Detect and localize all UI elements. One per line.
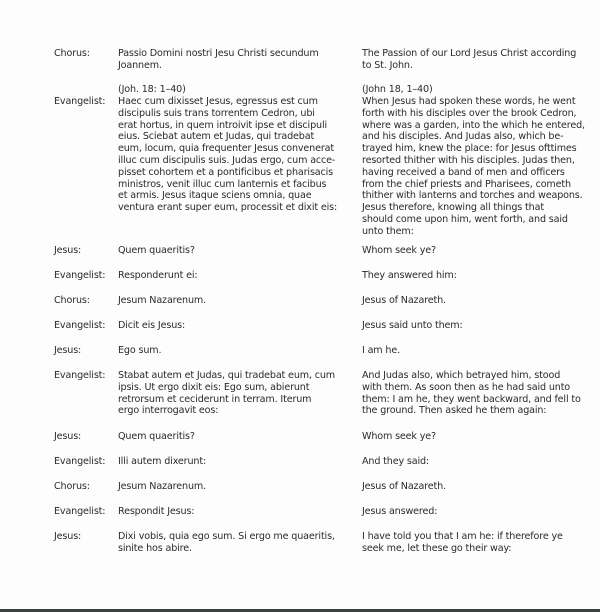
speaker-label: Jesus:: [54, 431, 82, 442]
speaker-label: Chorus:: [54, 481, 90, 492]
latin-text: Dixi vobis, quia ego sum. Si ergo me quaeritis, sinite hos abire.: [118, 531, 335, 554]
latin-text: Illi autem dixerunt:: [118, 456, 207, 467]
english-text: Jesus of Nazareth.: [362, 295, 446, 306]
speaker-label: Evangelist:: [54, 506, 106, 517]
speaker-label: Chorus:: [54, 295, 90, 306]
speaker-label: Evangelist:: [54, 370, 106, 381]
speaker-label: Jesus:: [54, 531, 82, 542]
latin-text: Ego sum.: [118, 345, 162, 356]
speaker-label: Evangelist:: [54, 96, 106, 107]
english-text: And they said:: [362, 456, 430, 467]
english-text: Whom seek ye?: [362, 431, 436, 442]
speaker-label: Evangelist:: [54, 320, 106, 331]
english-text: The Passion of our Lord Jesus Christ according to St. John.: [362, 48, 577, 71]
english-text: Whom seek ye?: [362, 245, 436, 256]
latin-text: Dicit eis Jesus:: [118, 320, 186, 331]
latin-text: Quem quaeritis?: [118, 431, 195, 442]
speaker-label: Evangelist:: [54, 456, 106, 467]
latin-text: Responderunt ei:: [118, 270, 198, 281]
latin-text: Passio Domini nostri Jesu Christi secundum Joannem.: [118, 48, 319, 71]
latin-text: Stabat autem et Judas, qui tradebat eum, cum ipsis. Ut ergo dixit eis: Ego sum, abierunt retrorsum et ceciderunt in terram. Iterum ergo interrogavit eos:: [118, 370, 335, 417]
english-text: Jesus said unto them:: [362, 320, 463, 331]
speaker-label: Jesus:: [54, 245, 82, 256]
latin-text: Quem quaeritis?: [118, 245, 195, 256]
english-text: Jesus of Nazareth.: [362, 481, 446, 492]
english-text: When Jesus had spoken these words, he went forth with his disciples over the brook Cedron, where was a garden, into the which he entered, and his disciples. And Judas also, which be- trayed him, knew the place: for Jesus ofttimes resorted thither with his disciples. Judas then, having received a band of men and officers from the chief priests and Pharisees, cometh thither with lanterns and torches and weapons. Jesus therefore, knowing all things that should come upon him, went forth, and said unto them:: [362, 96, 585, 237]
speaker-label: Jesus:: [54, 345, 82, 356]
speaker-label: Evangelist:: [54, 270, 106, 281]
speaker-label: Chorus:: [54, 48, 90, 59]
latin-reference: (Joh. 18: 1–40): [118, 84, 186, 95]
english-text: Jesus answered:: [362, 506, 438, 517]
english-reference: (John 18, 1–40): [362, 84, 433, 95]
latin-text: Haec cum dixisset Jesus, egressus est cum discipulis suis trans torrentem Cedron, ubi erat hortus, in quem introivit ipse et discipuli eius. Sciebat autem et Judas, qui tradebat eum, locum, quia frequenter Jesus convenerat illuc cum discipulis suis. Judas ergo, cum acce- pisset cohortem et a pontificibus et pharisacis ministros, venit illuc cum lanternis et facibus et armis. Jesus itaque sciens omnia, quae ventura erant super eum, processit et dixit eis:: [118, 96, 338, 214]
latin-text: Respondit Jesus:: [118, 506, 195, 517]
latin-text: Jesum Nazarenum.: [118, 295, 206, 306]
english-text: And Judas also, which betrayed him, stood with them. As soon then as he had said unto them: I am he, they went backward, and fell to the ground. Then asked he them again:: [362, 370, 581, 417]
english-text: I have told you that I am he: if therefore ye seek me, let these go their way:: [362, 531, 563, 554]
english-text: I am he.: [362, 345, 400, 356]
english-text: They answered him:: [362, 270, 457, 281]
latin-text: Jesum Nazarenum.: [118, 481, 206, 492]
